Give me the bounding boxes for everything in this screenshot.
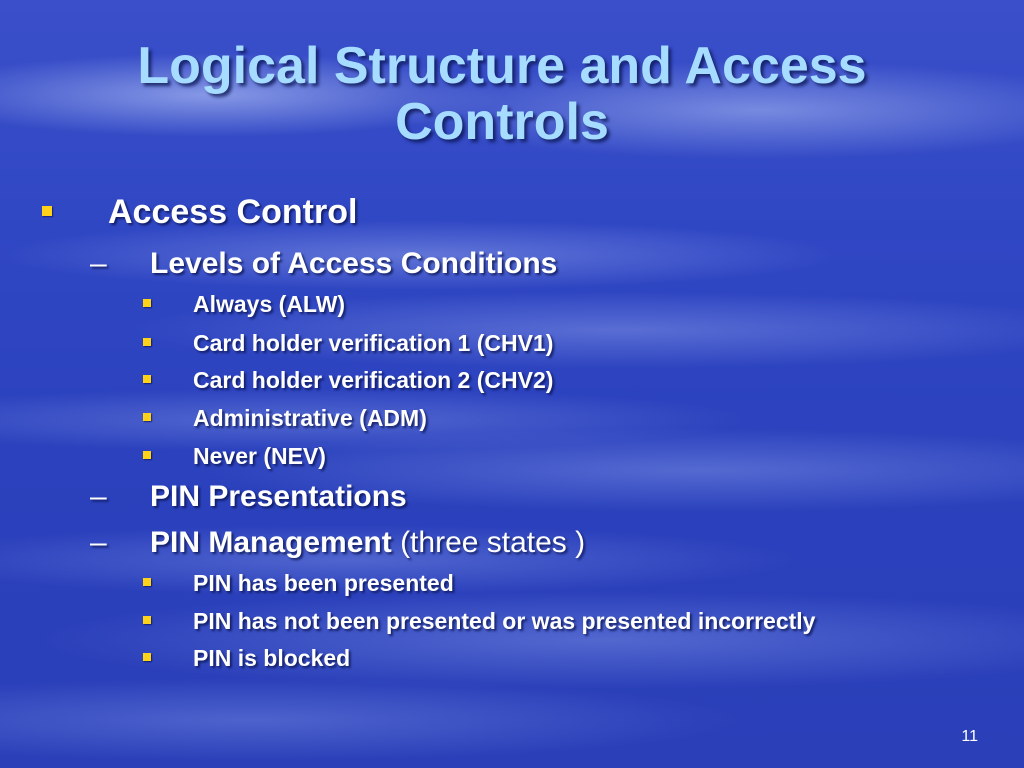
bullet-text: PIN has not been presented or was presented incorrectly [193,608,816,634]
bullet-pin-presented [193,569,454,597]
bullet-nev [193,442,326,470]
square-bullet-icon [42,206,52,216]
square-bullet-icon [143,616,151,624]
square-bullet-icon [143,653,151,661]
bullet-pin-not-presented [193,607,815,635]
bullet-text: PIN Management [150,526,392,559]
square-bullet-icon [143,578,151,586]
square-bullet-icon [143,299,151,307]
bullet-text: PIN Presentations [150,480,407,513]
bullet-text: Access Control [108,193,358,231]
bullet-pin-presentations [90,479,407,515]
bullet-alw [193,290,345,318]
bullet-text: Never (NEV) [193,443,326,469]
bullet-access-control [108,192,357,232]
bullet-chv1 [193,329,553,357]
square-bullet-icon [143,413,151,421]
bullet-text: Always (ALW) [193,291,346,317]
dash-bullet-icon: – [90,526,107,559]
page-number: 11 [961,728,978,745]
bullet-pin-management [90,525,586,561]
square-bullet-icon [143,451,151,459]
bullet-text: PIN has been presented [193,570,454,596]
bullet-text: Levels of Access Conditions [150,247,558,280]
bullet-note: (three states ) [400,526,586,559]
dash-bullet-icon: – [90,247,107,280]
bullet-chv2 [193,366,553,394]
bullet-text: Card holder verification 2 (CHV2) [193,367,554,393]
bullet-text: Administrative (ADM) [193,405,427,431]
square-bullet-icon [143,375,151,383]
bullet-pin-blocked [193,644,350,672]
dash-bullet-icon: – [90,480,107,513]
bullet-text: Card holder verification 1 (CHV1) [193,330,554,356]
bullet-text: PIN is blocked [193,645,351,671]
slide-title: Logical Structure and Access Controls [137,37,867,151]
bullet-adm [193,404,427,432]
bullet-levels-of-access [90,246,558,282]
square-bullet-icon [143,338,151,346]
